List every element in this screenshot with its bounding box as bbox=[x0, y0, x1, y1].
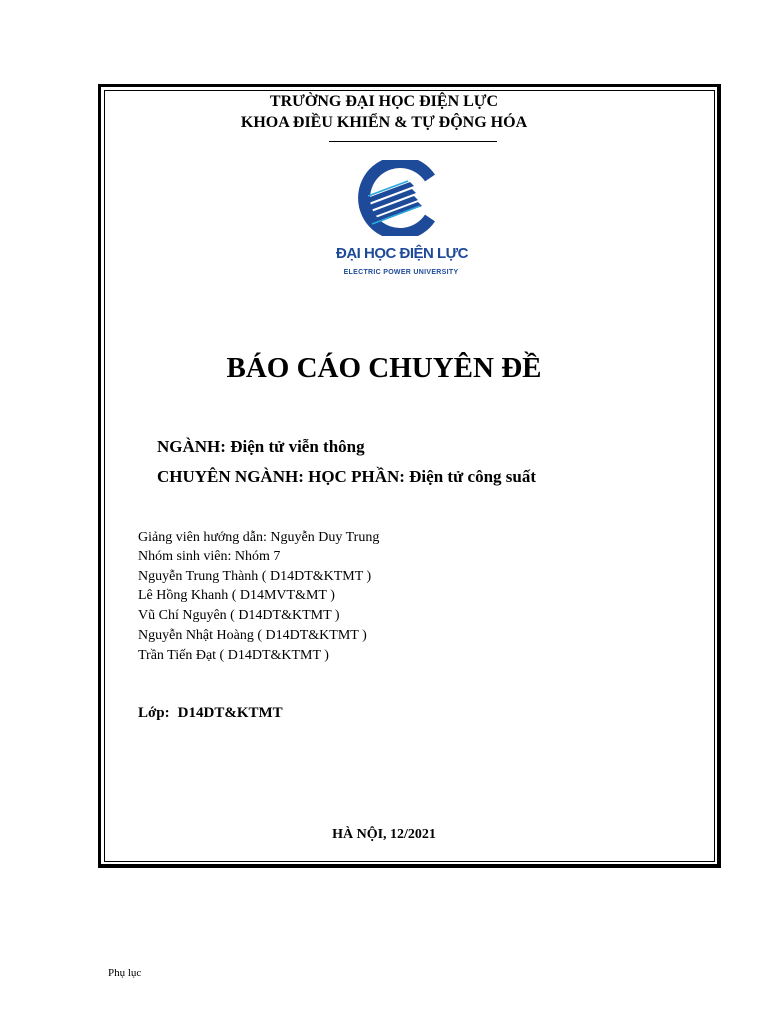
supervisor-line: Giảng viên hướng dẫn: Nguyễn Duy Trung bbox=[138, 530, 380, 545]
specialization-line bbox=[157, 466, 536, 488]
major-line bbox=[157, 436, 365, 458]
report-title: BÁO CÁO CHUYÊN ĐỀ bbox=[226, 352, 542, 384]
student-line: Trần Tiến Đạt ( D14DT&KTMT ) bbox=[138, 648, 329, 663]
major-label: NGÀNH: bbox=[157, 437, 226, 456]
major-value: Điện tử viễn thông bbox=[230, 437, 365, 456]
class-label: Lớp: bbox=[138, 705, 170, 721]
class-value: D14DT&KTMT bbox=[177, 705, 283, 721]
university-name: TRƯỜNG ĐẠI HỌC ĐIỆN LỰC bbox=[269, 93, 499, 110]
logo-subtitle: ELECTRIC POWER UNIVERSITY bbox=[343, 269, 459, 276]
logo-wordmark: ĐẠI HỌC ĐIỆN LỰC bbox=[336, 245, 468, 262]
faculty-name: KHOA ĐIỀU KHIỂN & TỰ ĐỘNG HÓA bbox=[240, 114, 528, 131]
student-line: Lê Hồng Khanh ( D14MVT&MT ) bbox=[138, 588, 335, 603]
specialization-label: CHUYÊN NGÀNH: HỌC PHẦN: bbox=[157, 467, 405, 486]
specialization-value: Điện tử công suất bbox=[409, 467, 537, 486]
student-line: Nguyễn Trung Thành ( D14DT&KTMT ) bbox=[138, 569, 372, 584]
university-logo-icon bbox=[348, 160, 452, 236]
class-line bbox=[138, 703, 283, 723]
group-line: Nhóm sinh viên: Nhóm 7 bbox=[138, 549, 281, 564]
student-line: Vũ Chí Nguyên ( D14DT&KTMT ) bbox=[138, 608, 340, 623]
student-line: Nguyễn Nhật Hoàng ( D14DT&KTMT ) bbox=[138, 628, 367, 643]
place-date: HÀ NỘI, 12/2021 bbox=[332, 827, 436, 842]
header-rule bbox=[329, 141, 497, 142]
footer-label: Phụ lục bbox=[108, 967, 142, 979]
